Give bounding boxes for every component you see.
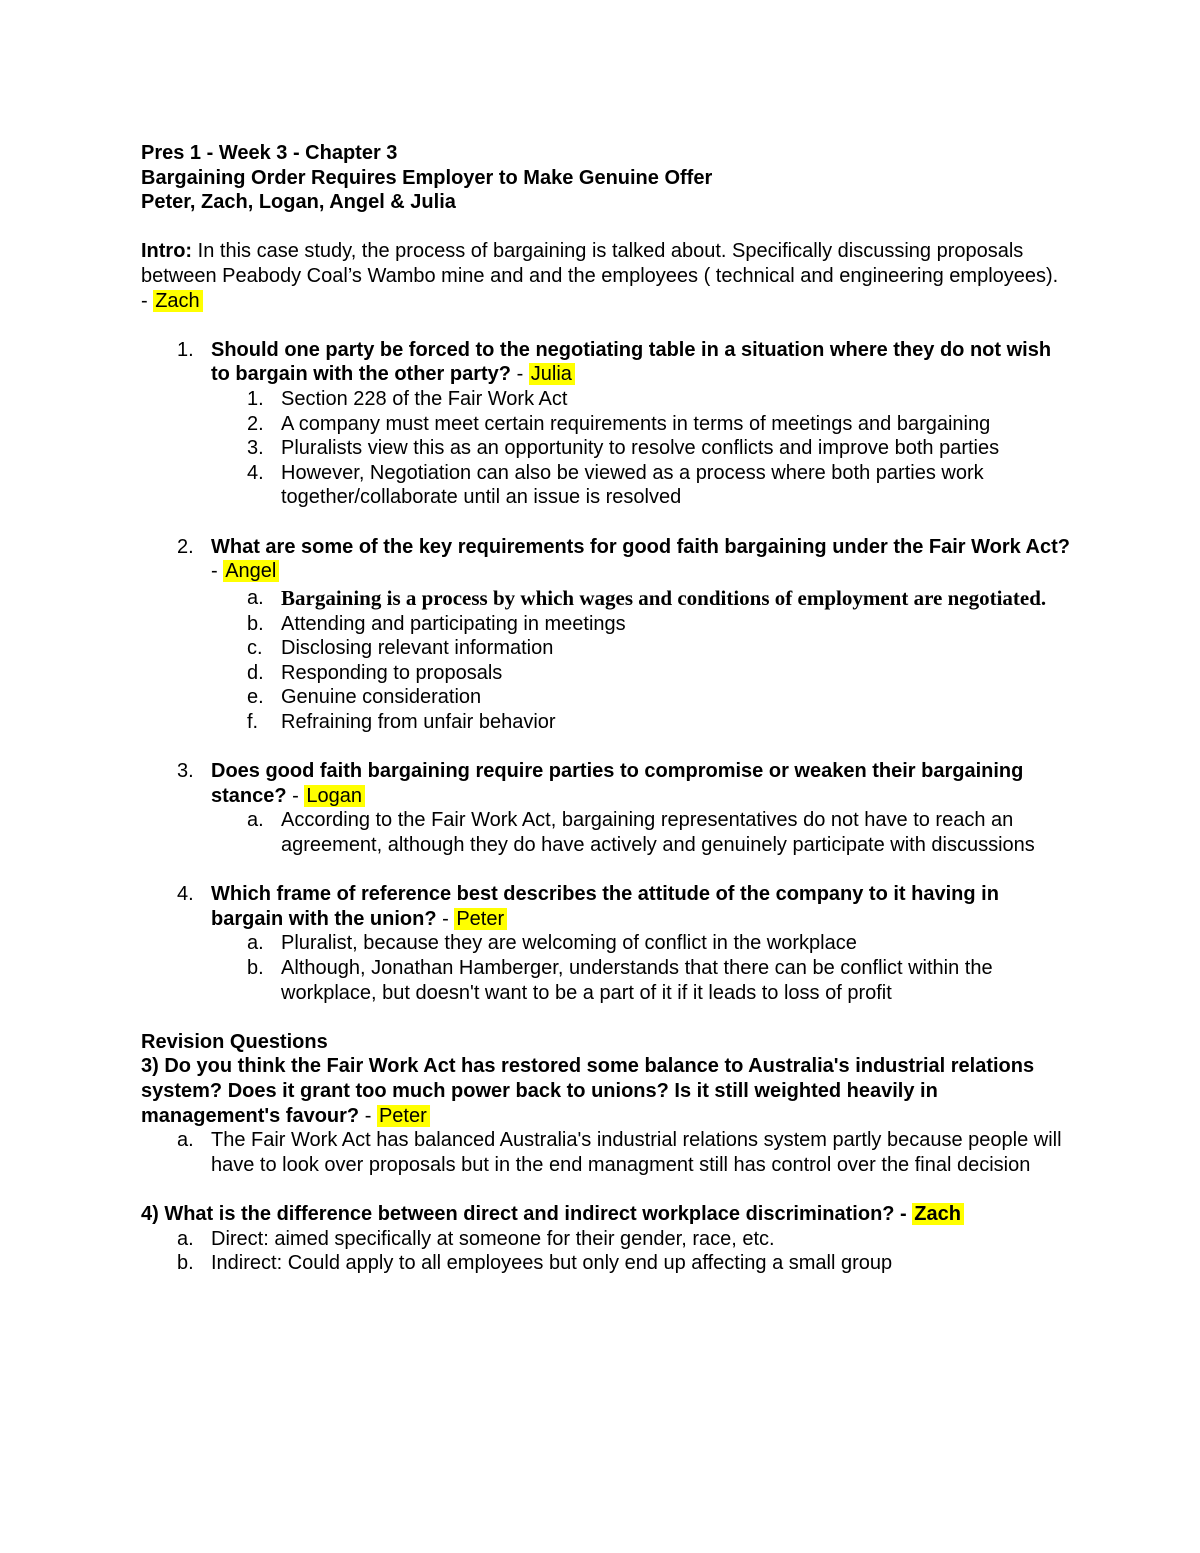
question-sep: - — [894, 1202, 913, 1225]
question-sep: - — [286, 784, 305, 807]
list-item-text: Section 228 of the Fair Work Act — [281, 387, 568, 410]
list-marker: e. — [247, 686, 264, 709]
list-item — [141, 710, 1071, 735]
list-item — [141, 661, 1071, 686]
question-sep: - — [511, 363, 529, 386]
list-marker: a. — [247, 809, 264, 832]
list-item-text: Attending and participating in meetings — [281, 612, 626, 635]
list-marker: a. — [247, 586, 264, 609]
question-number: 2. — [177, 535, 194, 558]
list-item-text: Genuine consideration — [281, 686, 482, 709]
question-text: Does good faith bargaining require parties to compromise or weaken their bargaining stance? — [211, 760, 1024, 807]
question-number: 1. — [177, 338, 194, 361]
list-marker: b. — [177, 1252, 194, 1275]
list-item-text: Pluralists view this as an opportunity to resolve conflicts and improve both parties — [281, 437, 1000, 460]
question-3 — [141, 759, 1071, 808]
revision-heading: Revision Questions — [141, 1030, 328, 1053]
intro-author-highlight: Zach — [153, 290, 202, 312]
list-item — [141, 387, 1071, 412]
list-marker: b. — [247, 612, 264, 635]
question-number: 4. — [177, 883, 194, 906]
list-marker: f. — [247, 711, 259, 734]
list-item — [141, 612, 1071, 637]
list-item — [141, 636, 1071, 661]
list-item — [141, 436, 1071, 461]
list-item — [141, 1227, 1071, 1252]
list-item-text: Indirect: Could apply to all employees but only end up affecting a small group — [211, 1252, 893, 1275]
question-author-highlight: Peter — [454, 908, 507, 930]
question-number: 3. — [177, 760, 194, 783]
list-item — [141, 1128, 1071, 1177]
list-item-text: Responding to proposals — [281, 661, 503, 684]
question-text: Should one party be forced to the negotiating table in a situation where they do not wish to bargain with the other party? — [211, 338, 1052, 386]
question-sep: - — [436, 907, 455, 930]
list-item — [141, 461, 1071, 510]
list-item — [141, 1251, 1071, 1276]
question-author-highlight: Angel — [223, 560, 279, 582]
intro-dash: - — [141, 289, 154, 312]
question-sep: - — [359, 1104, 377, 1127]
list-item-text: Disclosing relevant information — [281, 637, 554, 660]
list-marker: 3. — [247, 437, 264, 460]
list-item — [141, 808, 1071, 857]
list-marker: 1. — [247, 387, 264, 410]
question-text: Which frame of reference best describes the attitude of the company to it having in bargain with the union? — [211, 883, 999, 930]
intro-label: Intro: — [141, 240, 193, 263]
question-author-highlight: Zach — [912, 1203, 964, 1225]
title-line-2: Bargaining Order Requires Employer to Make Genuine Offer — [141, 166, 713, 189]
intro-text: In this case study, the process of bargaining is talked about. Specifically discussing proposals between Peabody Coal’s Wambo mine and and the employees ( technical and engineering employees). — [141, 240, 1059, 287]
list-marker: c. — [247, 637, 263, 660]
question-text: 3) Do you think the Fair Work Act has restored some balance to Australia's industrial relations system? Does it grant too much power back to unions? Is it still weighted heavily in management's favour? — [141, 1055, 1035, 1127]
list-item-text: Bargaining is a process by which wages and conditions of employment are negotiated. — [281, 585, 1047, 610]
list-marker: a. — [177, 1129, 194, 1152]
question-sep: - — [211, 560, 224, 583]
list-item — [141, 412, 1071, 437]
intro-author-line — [141, 289, 1071, 314]
list-marker: d. — [247, 661, 264, 684]
list-item-text: According to the Fair Work Act, bargaining representatives do not have to reach an agreement, although they do have actively and genuinely participate with discussions — [281, 809, 1035, 857]
list-item-text: However, Negotiation can also be viewed as a process where both parties work together/collaborate until an issue is resolved — [281, 461, 984, 509]
list-item — [141, 931, 1071, 956]
question-author-highlight: Logan — [304, 785, 365, 807]
list-item — [141, 685, 1071, 710]
question-author-highlight: Julia — [529, 363, 575, 385]
list-item-text: Although, Jonathan Hamberger, understands that there can be conflict within the workplace, but doesn't want to be a part of it if it leads to loss of profit — [281, 957, 993, 1004]
title-line-1: Pres 1 - Week 3 - Chapter 3 — [141, 142, 398, 164]
list-item-text: Refraining from unfair behavior — [281, 711, 556, 734]
intro-paragraph — [141, 239, 1071, 288]
list-item — [141, 584, 1071, 612]
question-author-highlight: Peter — [377, 1105, 430, 1127]
revision-question-4 — [141, 1202, 1071, 1227]
question-text: 4) What is the difference between direct and indirect workplace discrimination? — [141, 1202, 895, 1225]
list-marker: a. — [247, 932, 264, 955]
list-marker: 4. — [247, 461, 264, 484]
document-content — [141, 141, 1071, 1276]
question-text: What are some of the key requirements for good faith bargaining under the Fair Work Act? — [211, 535, 1071, 558]
list-item-text: A company must meet certain requirements in terms of meetings and bargaining — [281, 412, 991, 435]
title-line-3: Peter, Zach, Logan, Angel & Julia — [141, 191, 456, 214]
list-item-text: Pluralist, because they are welcoming of conflict in the workplace — [281, 932, 857, 955]
list-item-text: Direct: aimed specifically at someone for their gender, race, etc. — [211, 1227, 775, 1250]
question-4 — [141, 882, 1071, 931]
list-marker: b. — [247, 957, 264, 979]
revision-question-3 — [141, 1054, 1071, 1128]
list-item-text: The Fair Work Act has balanced Australia's industrial relations system partly because people will have to look over proposals but in the end managment still has control over the final decision — [211, 1129, 1062, 1176]
question-1 — [141, 338, 1071, 387]
list-marker: 2. — [247, 412, 264, 435]
list-marker: a. — [177, 1227, 194, 1250]
list-item — [141, 956, 1071, 1005]
question-2 — [141, 535, 1071, 584]
